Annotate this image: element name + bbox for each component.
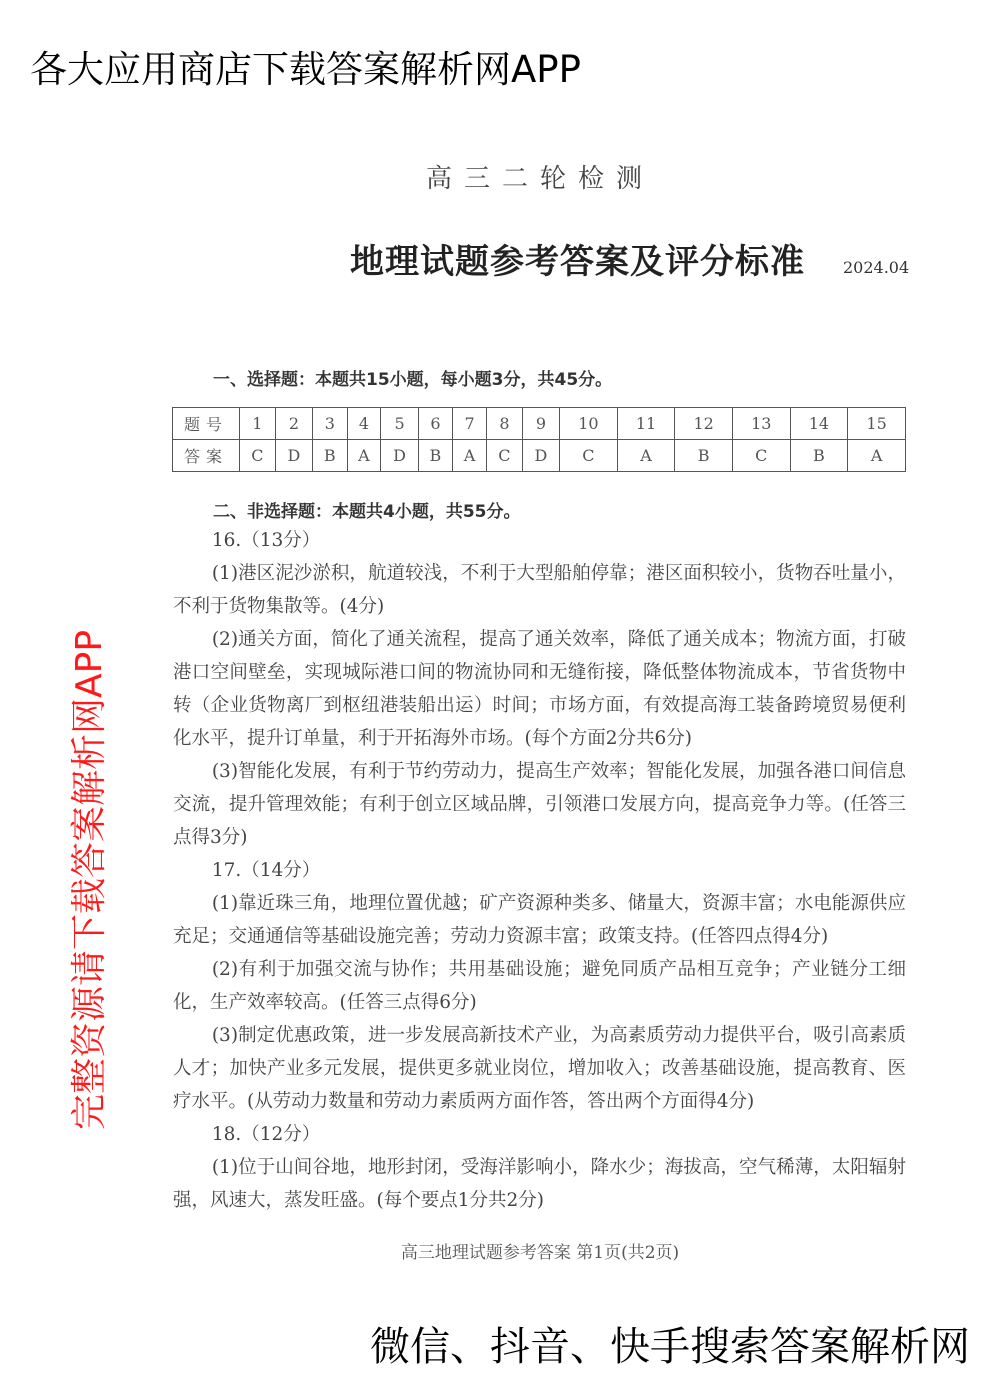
question-number: 12: [675, 408, 733, 440]
answer-cell: C: [487, 440, 523, 472]
answer-paragraph: (1)靠近珠三角，地理位置优越；矿产资源种类多、储量大，资源丰富；水电能源供应充足；交通通信等基础设施完善；劳动力资源丰富；政策支持。(任答四点得4分): [173, 893, 906, 947]
answer-table: [172, 407, 906, 472]
page-title: 地理试题参考答案及评分标准: [350, 242, 805, 282]
question-number: 13: [732, 408, 790, 440]
row-label: 题号: [173, 408, 240, 440]
answer-cell: A: [453, 440, 487, 472]
answer-cell: C: [732, 440, 790, 472]
answer-cell: D: [275, 440, 312, 472]
watermark-top-left: 各大应用商店下载答案解析网APP: [30, 48, 581, 91]
question-number: 2: [275, 408, 312, 440]
question-number-row: [173, 408, 906, 440]
question-number: 8: [487, 408, 523, 440]
answer-cell: C: [240, 440, 276, 472]
answer-cell: A: [617, 440, 675, 472]
section1-heading: 一、选择题：本题共15小题，每小题3分，共45分。: [213, 370, 613, 390]
row-label: 答案: [173, 440, 240, 472]
q16-header: 16.（13分）: [211, 530, 321, 551]
answer-cell: A: [347, 440, 381, 472]
q17-header: 17.（14分）: [211, 860, 321, 881]
answer-body: [173, 524, 906, 1265]
question-number: 14: [790, 408, 848, 440]
question-number: 4: [347, 408, 381, 440]
q18-header: 18.（12分）: [211, 1124, 321, 1145]
answer-paragraph: (1)港区泥沙淤积，航道较浅，不利于大型船舶停靠；港区面积较小，货物吞吐量小，不利于货物集散等。(4分): [173, 563, 906, 617]
answer-paragraph: (3)制定优惠政策，进一步发展高新技术产业，为高素质劳动力提供平台，吸引高素质人才；加快产业多元发展，提供更多就业岗位，增加收入；改善基础设施，提高教育、医疗水平。(从劳动力数量和劳动力素质两方面作答，答出两个方面得4分): [173, 1025, 906, 1112]
date: 2024.04: [843, 258, 910, 277]
answer-paragraph: (2)有利于加强交流与协作；共用基础设施；避免同质产品相互竞争；产业链分工细化，生产效率较高。(任答三点得6分): [173, 959, 906, 1013]
question-number: 5: [381, 408, 418, 440]
section2-heading: 二、非选择题：本题共4小题，共55分。: [213, 502, 521, 522]
watermark-center: 完整资源请下载答案解析网APP: [69, 629, 110, 1130]
exam-subtitle: 高三二轮检测: [425, 164, 654, 194]
question-number: 11: [617, 408, 675, 440]
answer-cell: B: [790, 440, 848, 472]
question-number: 15: [848, 408, 906, 440]
answer-cell: D: [522, 440, 559, 472]
answer-cell: B: [675, 440, 733, 472]
question-number: 7: [453, 408, 487, 440]
question-number: 10: [560, 408, 618, 440]
answer-paragraph: (1)位于山间谷地，地形封闭，受海洋影响小，降水少；海拔高，空气稀薄，太阳辐射强，风速大，蒸发旺盛。(每个要点1分共2分): [173, 1157, 906, 1211]
watermark-bottom-right: 微信、抖音、快手搜索答案解析网: [370, 1324, 970, 1370]
answer-cell: D: [381, 440, 418, 472]
question-number: 1: [240, 408, 276, 440]
question-number: 9: [522, 408, 559, 440]
answer-paragraph: (3)智能化发展，有利于节约劳动力，提高生产效率；智能化发展，加强各港口间信息交流，提升管理效能；有利于创立区域品牌，引领港口发展方向，提高竞争力等。(任答三点得3分): [173, 761, 906, 848]
answer-cell: A: [848, 440, 906, 472]
answer-cell: B: [418, 440, 452, 472]
question-number: 3: [313, 408, 347, 440]
page-footer: 高三地理试题参考答案 第1页(共2页): [400, 1243, 680, 1263]
answer-cell: C: [560, 440, 618, 472]
answer-row: [173, 440, 906, 472]
answer-cell: B: [313, 440, 347, 472]
question-number: 6: [418, 408, 452, 440]
answer-paragraph: (2)通关方面，简化了通关流程，提高了通关效率，降低了通关成本；物流方面，打破港口空间壁垒，实现城际港口间的物流协同和无缝衔接，降低整体物流成本，节省货物中转（企业货物离厂到枢纽港装船出运）时间；市场方面，有效提高海工装备跨境贸易便利化水平，提升订单量，利于开拓海外市场。(每个方面2分共6分): [173, 629, 906, 749]
